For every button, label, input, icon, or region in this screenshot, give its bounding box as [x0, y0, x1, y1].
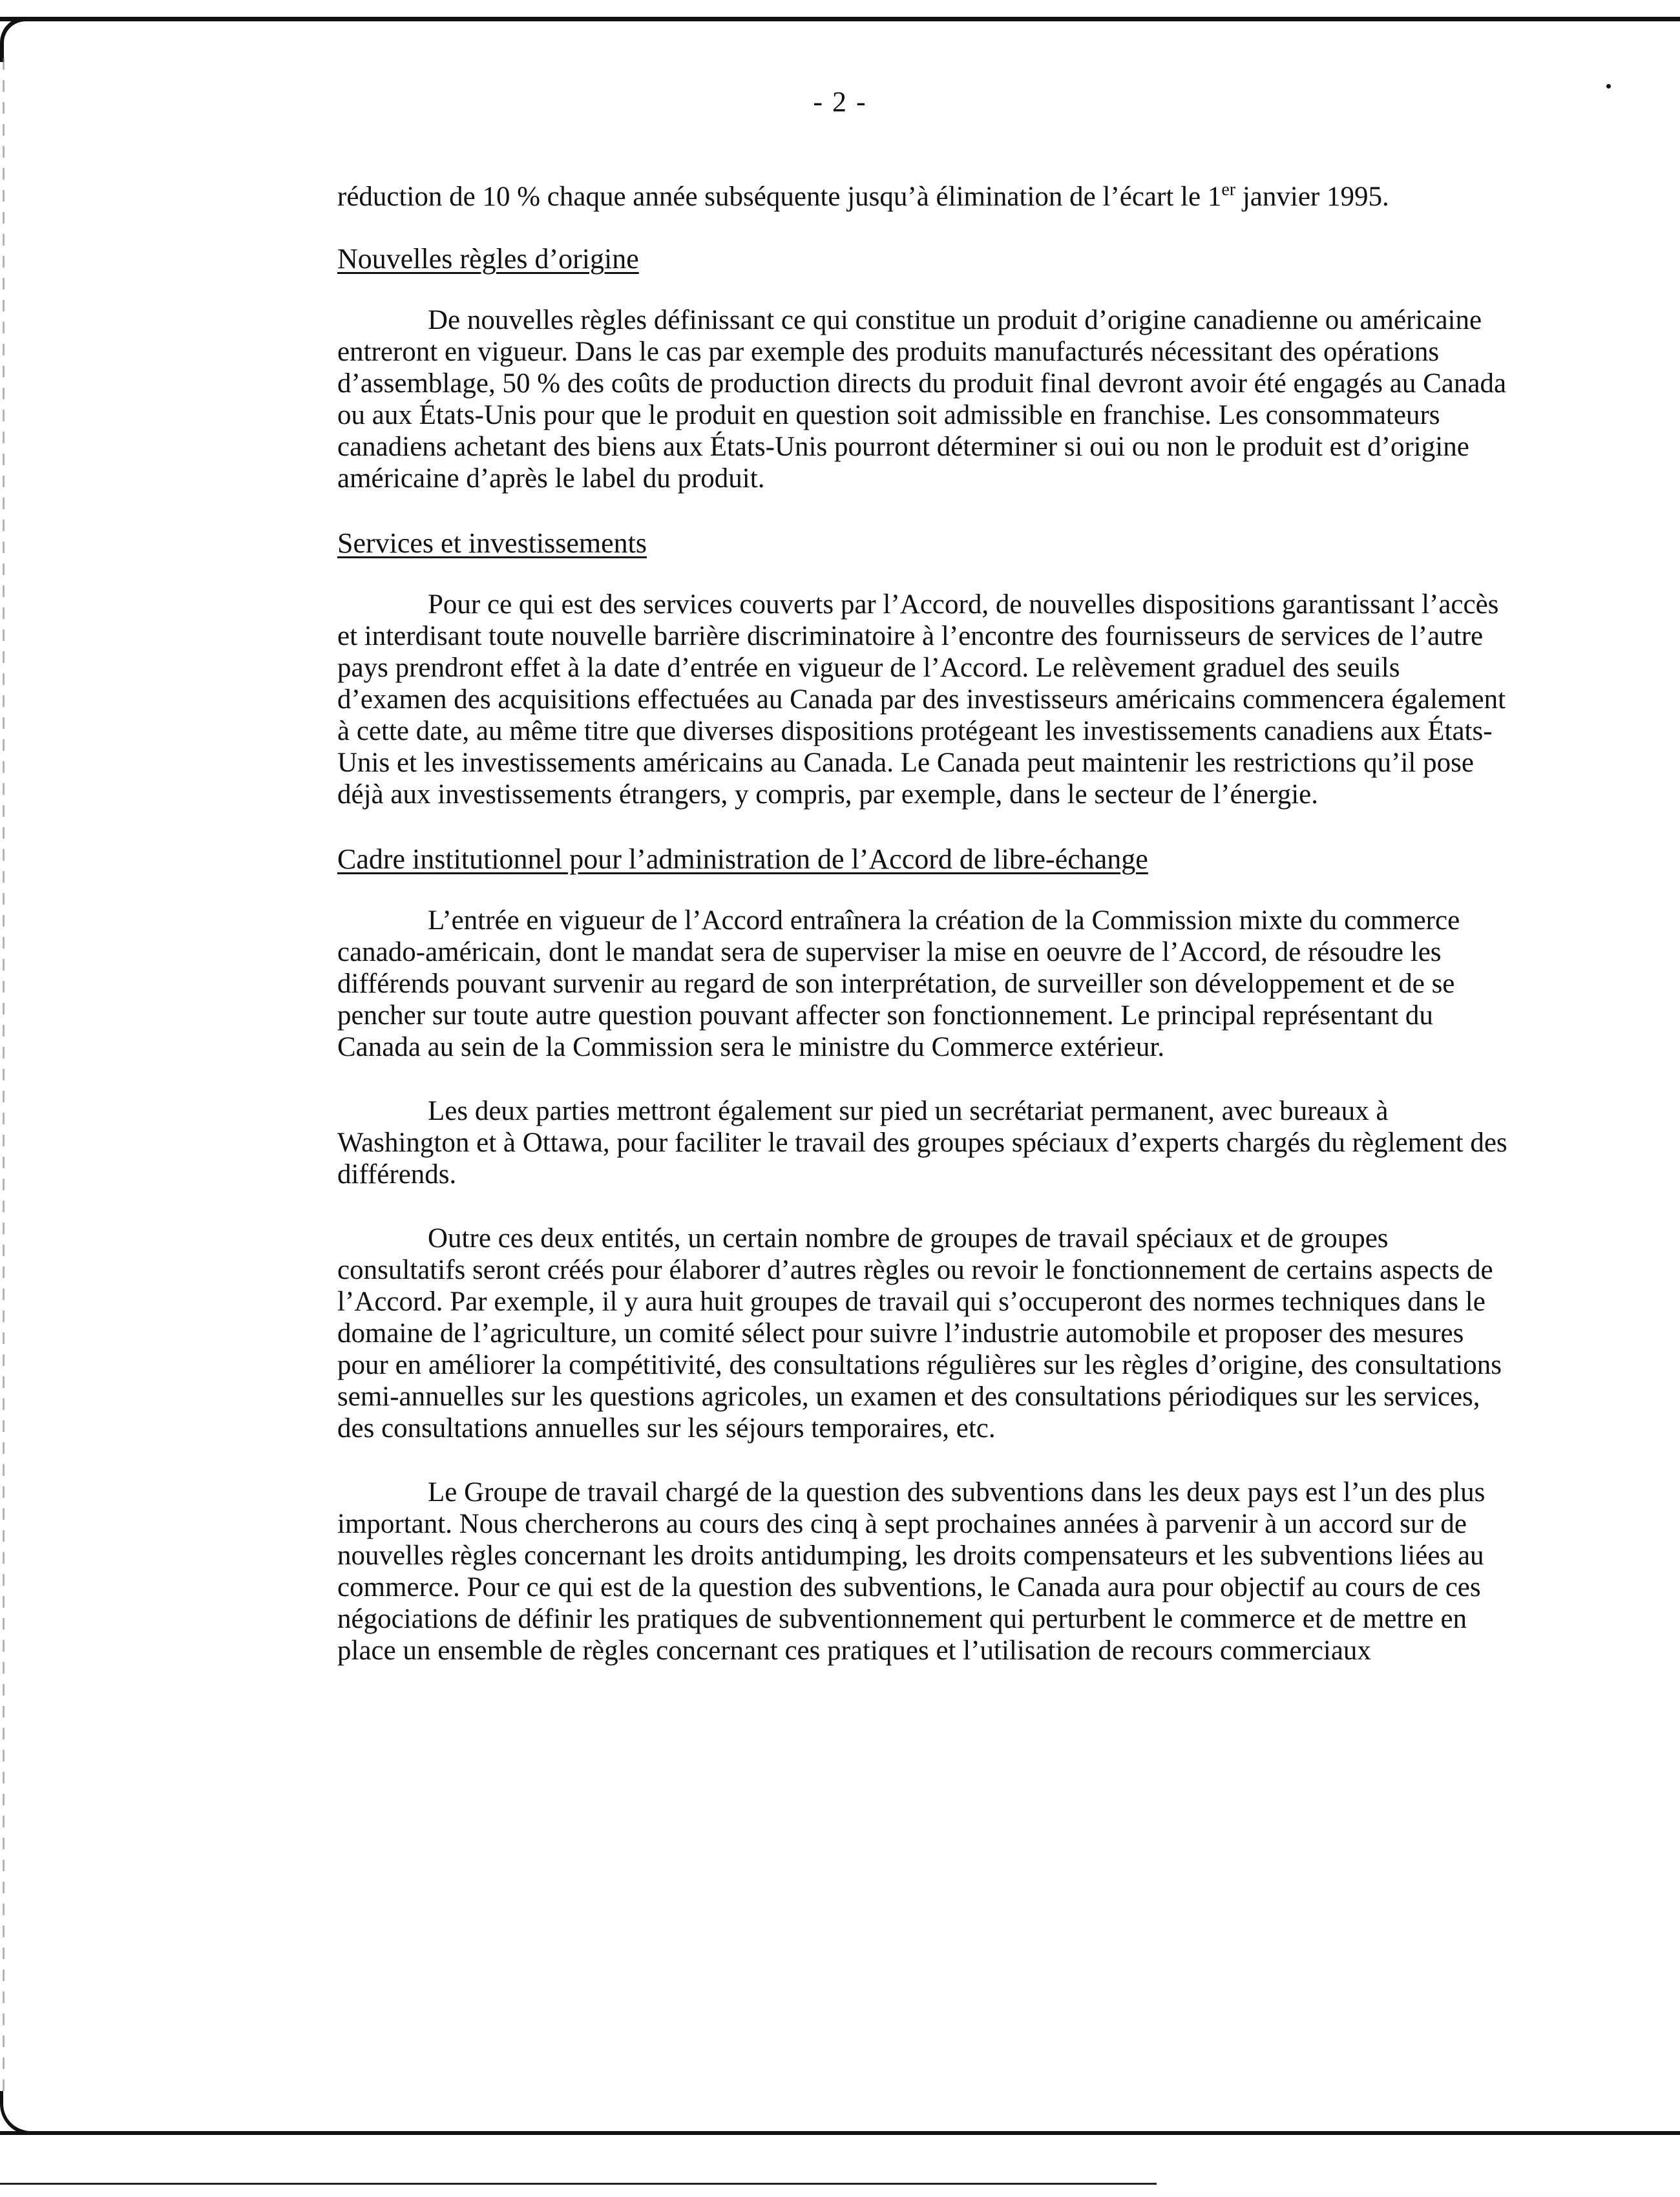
section-heading: Cadre institutionnel pour l’administration de l’Accord de libre-échange [337, 843, 1148, 875]
ordinal-superscript: er [1221, 180, 1236, 200]
paragraph: L’entrée en vigueur de l’Accord entraînera la création de la Commission mixte du commerce canado-américain, dont le mandat sera de superviser la mise en oeuvre de l’Accord, de résoudre les différends pouvant survenir au regard de son interprétation, de surveiller son développement et de se pencher sur toute autre question pouvant affecter son fonctionnement. Le principal représentant du Canada au sein de la Commission sera le ministre du Commerce extérieur. [337, 905, 1460, 1062]
section-services-investissements [337, 527, 1513, 810]
section-heading: Services et investissements [337, 527, 647, 559]
scan-border-top-corner [0, 17, 26, 62]
paragraph: Les deux parties mettront également sur pied un secrétariat permanent, avec bureaux à Washington et à Ottawa, pour faciliter le travail des groupes spéciaux d’experts chargés du règlement des différends. [337, 1096, 1507, 1190]
intro-paragraph [337, 181, 1513, 213]
intro-text: réduction de 10 % chaque année subséquente jusqu’à élimination de l’écart le 1 [337, 182, 1222, 212]
paragraph: Le Groupe de travail chargé de la question des subventions dans les deux pays est l’un des plus important. Nous chercherons au cours des cinq à sept prochaines années à parvenir à un accord sur de nouvelles règles concernant les droits antidumping, les droits compensateurs et les subventions liées au commerce. Pour ce qui est de la question des subventions, le Canada aura pour objectif au cours de ces négociations de définir les pratiques de subventionnement qui perturbent le commerce et de mettre en place un ensemble de règles concernant ces pratiques et l’utilisation de recours commerciaux [337, 1477, 1486, 1666]
intro-text-end: janvier 1995. [1235, 182, 1389, 212]
scan-border-top [0, 17, 1680, 21]
scan-border-bottom [0, 2131, 1680, 2135]
scan-border-bottom-corner [0, 2091, 39, 2135]
paragraph: De nouvelles règles définissant ce qui constitue un produit d’origine canadienne ou américaine entreront en vigueur. Dans le cas par exemple des produits manufacturés nécessitant des opérations d’assemblage, 50 % des coûts de production directs du produit final devront avoir été engagés au Canada ou aux États-Unis pour que le produit en question soit admissible en franchise. Les consommateurs canadiens achetant des biens aux États-Unis pourront déterminer si oui ou non le produit est d’origine américaine d’après le label du produit. [337, 305, 1507, 494]
scan-border-left [3, 58, 5, 2094]
page-number: - 2 - [813, 86, 867, 118]
section-cadre-institutionnel [337, 843, 1513, 1666]
scan-footer-line [0, 2183, 1157, 2185]
section-heading: Nouvelles règles d’origine [337, 243, 639, 275]
paragraph: Outre ces deux entités, un certain nombre de groupes de travail spéciaux et de groupes consultatifs seront créés pour élaborer d’autres règles ou revoir le fonctionnement de certains aspects de l’Accord. Par exemple, il y aura huit groupes de travail qui s’occuperont des normes techniques dans le domaine de l’agriculture, un comité sélect pour suivre l’industrie automobile et proposer des mesures pour en améliorer la compétitivité, des consultations régulières sur les règles d’origine, des consultations semi-annuelles sur les questions agricoles, un examen et des consultations périodiques sur les services, des consultations annuelles sur les séjours temporaires, etc. [337, 1223, 1502, 1444]
document-body [337, 181, 1513, 1699]
paragraph: Pour ce qui est des services couverts par l’Accord, de nouvelles dispositions garantissant l’accès et interdisant toute nouvelle barrière discriminatoire à l’encontre des fournisseurs de services de l’autre pays prendront effet à la date d’entrée en vigueur de l’Accord. Le relèvement graduel des seuils d’examen des acquisitions effectuées au Canada par des investisseurs américains commencera également à cette date, au même titre que diverses dispositions protégeant les investissements canadiens aux États-Unis et les investissements américains au Canada. Le Canada peut maintenir les restrictions qu’il pose déjà aux investissements étrangers, y compris, par exemple, dans le secteur de l’énergie. [337, 589, 1506, 810]
section-regles-origine [337, 242, 1513, 494]
